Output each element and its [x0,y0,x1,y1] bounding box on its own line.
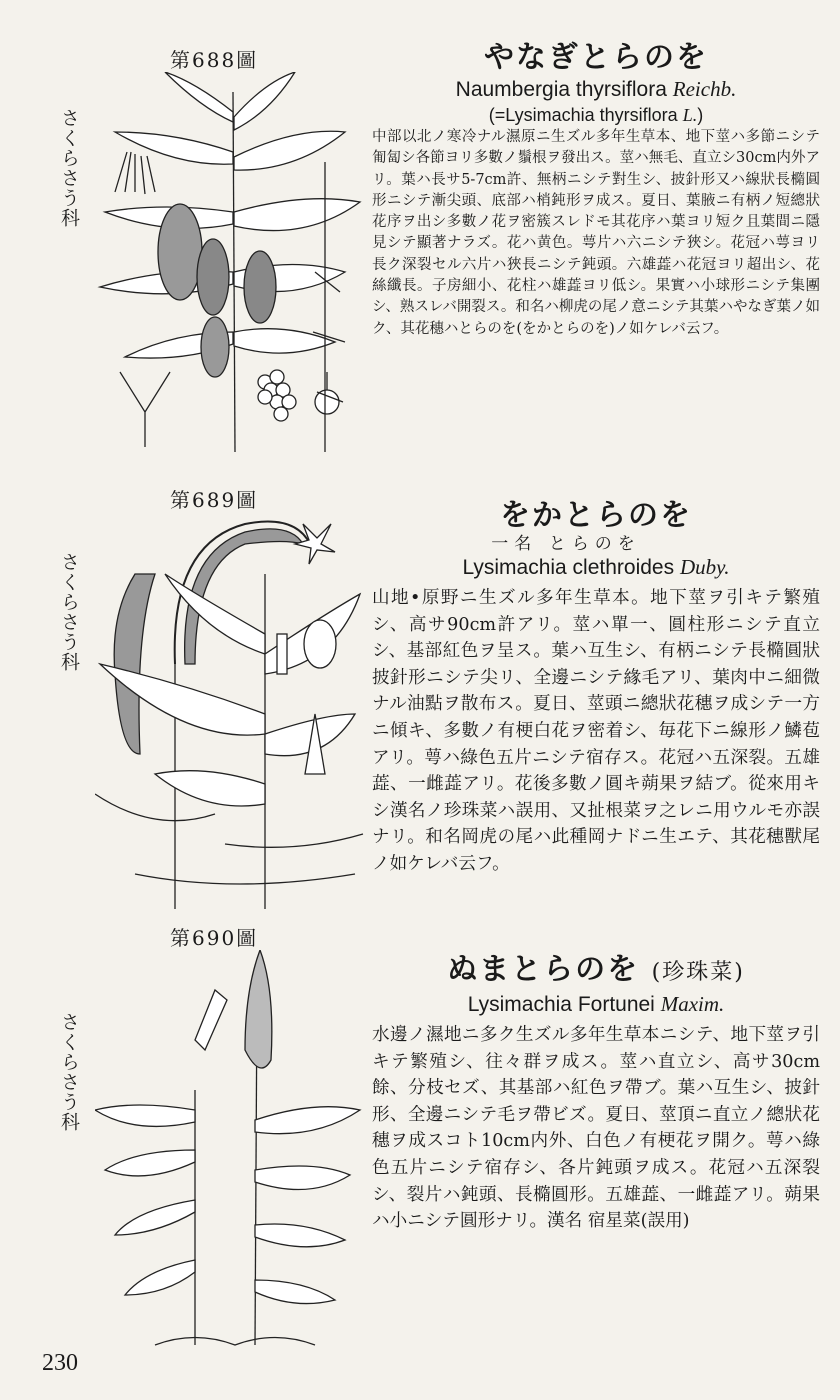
japanese-name-text: ぬまとらのを [447,952,640,987]
japanese-name: やなぎとらのを [484,40,708,75]
figure-label: 第688圖 [170,48,259,72]
text-block-689 [372,498,820,878]
family-label: さくらさう科 [58,1012,80,1132]
synonym-author: L. [682,105,698,125]
page-number: 230 [42,1350,78,1376]
chinese-name: (珍珠菜) [651,960,745,985]
family-label: さくらさう科 [58,552,80,672]
description: 山地•原野ニ生ズル多年生草本。地下莖ヲ引キテ繁殖シ、高サ90cm許アリ。莖ハ單一、圓柱形ニシテ直立シ、基部紅色ヲ呈ス。葉ハ互生シ、有柄ニシテ長橢圓狀披針形ニシテ尖リ、全邊ニシテ緣毛アリ、葉肉中ニ細微ナル油點ヲ散布ス。夏日、莖頭ニ總狀花穗ヲ成シテ一方ニ傾キ、多數ノ有梗白花ヲ密着シ、毎花下ニ線形ノ鱗苞アリ。萼ハ綠色五片ニシテ宿存ス。花冠ハ五深裂。五雄蕋、一雌蕋アリ。花後多數ノ圓キ蒴果ヲ結ブ。從來用キシ漢名ノ珍珠菜ハ誤用、又扯根菜ヲ之レニ用ウルモ亦誤ナリ。和名岡虎の尾ハ此種岡ナドニ生エテ、其花穗獸尾ノ如ケレバ云フ。 [372,588,820,874]
scientific-author: Maxim. [660,992,725,1016]
scientific-name [372,554,820,581]
entry-689 [0,470,840,920]
figure-label: 第689圖 [170,488,259,512]
description: 中部以北ノ寒冷ナル濕原ニ生ズル多年生草本、地下莖ハ多節ニシテ匍匐シ各節ヨリ多數ノ鬚根ヲ發出ス。莖ハ無毛、直立シ30cm内外アリ。葉ハ長サ5-7cm許、無柄ニシテ對生シ、披針形又ハ線狀長橢圓形ニシテ漸尖頭、底部ハ梢鈍形ヲ成ス。夏日、葉腋ニ有柄ノ短總狀花序ヲ出シ多數ノ花ヲ密簇スレドモ其花序ハ葉ヨリ短ク且葉間ニ隱見シテ顯著ナラズ。花ハ黄色。萼片ハ六ニシテ狹シ。花冠ハ萼ヨリ長ク深裂セル六片ハ狹長ニシテ鈍頭。六雄蕋ハ花冠ヨリ超出シ、花絲纖長。子房細小、花柱ハ雄蕋ヨリ低シ。果實ハ小球形ニシテ集團シ、熟スレバ開裂ス。和名ハ柳虎の尾ノ意ニシテ其葉ハやなぎ葉ノ如ク、其花穗ハとらのを(をかとらのを)ノ如ケレバ云フ。 [372,129,820,337]
figure-label: 第690圖 [170,926,259,950]
entry-688 [0,0,840,470]
scientific-name-text: Lysimachia clethroides [462,556,675,579]
synonym-text: (=Lysimachia thyrsiflora [488,105,678,125]
text-block-690 [372,952,820,1235]
description: 水邊ノ濕地ニ多ク生ズル多年生草本ニシテ、地下莖ヲ引キテ繁殖シ、往々群ヲ成ス。莖ハ直立シ、高サ30cm餘、分枝セズ、其基部ハ紅色ヲ帶ブ。葉ハ互生シ、披針形、全邊ニシテ毛ヲ帶ビズ。夏日、莖頂ニ直立ノ總狀花穗ヲ成スコト10cm内外、白色ノ有梗花ヲ開ク。萼ハ綠色五片ニシテ宿存シ、各片鈍頭ヲ成ス。花冠ハ五深裂シ、裂片ハ鈍頭、長橢圓形。五雄蕋、一雌蕋アリ。蒴果ハ小ニシテ圓形ナリ。漢名 宿星菜(誤用) [372,1025,820,1232]
synonym-name [372,103,820,127]
scientific-name-text: Naumbergia thyrsiflora [455,78,667,101]
synonym-close: ) [697,105,704,125]
japanese-name [372,952,820,991]
scientific-name [372,76,820,103]
scientific-name [372,991,820,1018]
plant-illustration-689 [95,514,365,914]
text-block-688 [372,40,820,340]
scientific-author: Duby. [679,555,730,579]
plant-illustration-688 [95,72,365,462]
entry-690 [0,920,840,1340]
scientific-name-text: Lysimachia Fortunei [467,993,655,1016]
alternate-name: 一名 とらのを [491,534,641,554]
plant-illustration-690 [95,950,365,1350]
japanese-name: をかとらのを [500,498,692,533]
family-label: さくらさう科 [58,108,80,228]
scientific-author: Reichb. [672,77,737,101]
